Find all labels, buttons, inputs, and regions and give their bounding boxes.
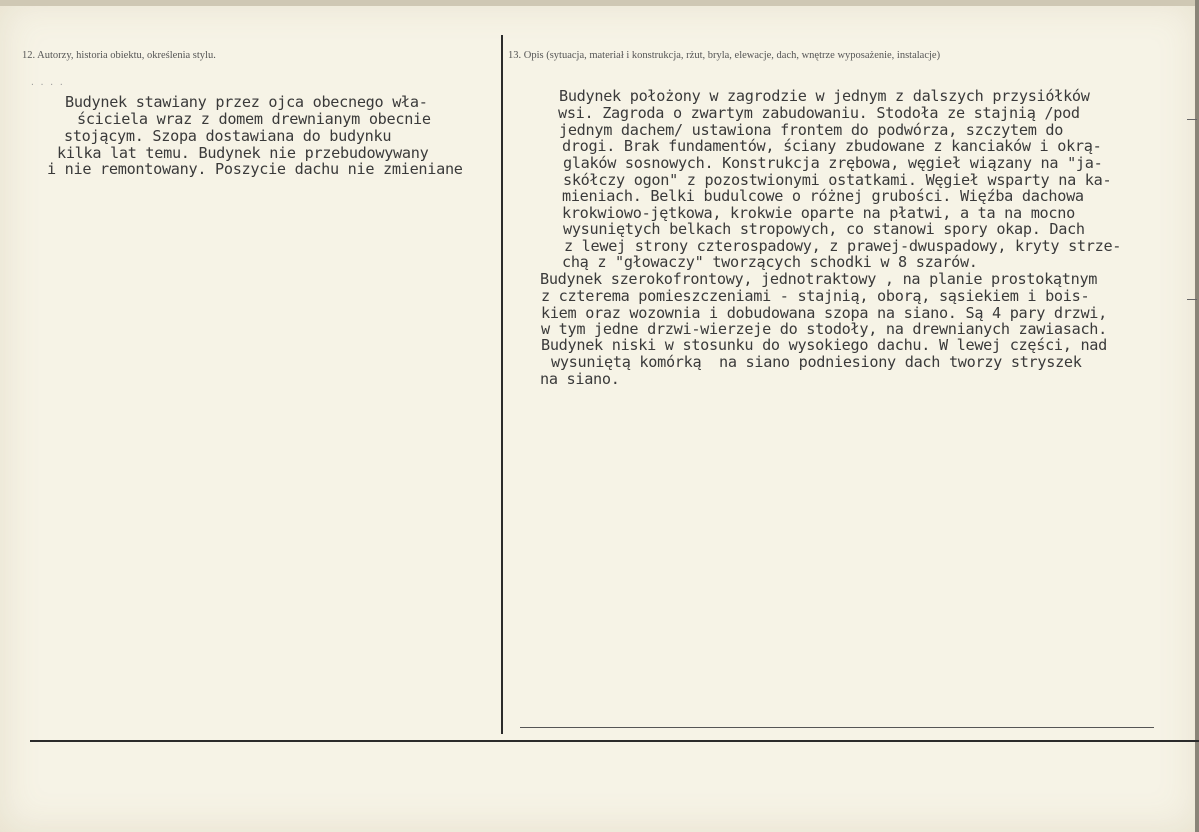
left-text-line: ściciela wraz z domem drewnianym obecnie — [77, 110, 431, 128]
vertical-divider — [501, 35, 503, 734]
right-text-line: wsi. Zagroda o zwartym zabudowaniu. Stodoła ze stajnią /pod — [558, 104, 1080, 122]
header-authors-history: 12. Autorzy, historia obiektu, określenia stylu. — [22, 50, 216, 61]
margin-tick — [1187, 299, 1197, 300]
right-text-line: na siano. — [540, 370, 620, 388]
margin-tick — [1187, 119, 1197, 120]
right-text-line: Budynek położony w zagrodzie w jednym z dalszych przysiółków — [559, 87, 1090, 105]
right-text-line: chą z "głowaczy" tworzących schodki w 8 szarów. — [562, 253, 978, 271]
right-text-line: Budynek niski w stosunku do wysokiego dachu. W lewej części, nad — [541, 336, 1107, 354]
left-text-line: i nie remontowany. Poszycie dachu nie zmieniane — [47, 160, 463, 178]
faint-marks: · · · · — [30, 80, 64, 89]
right-text-line: wysuniętą komórką na siano podniesiony dach tworzy stryszek — [551, 353, 1082, 371]
right-text-line: jednym dachem/ ustawiona frontem do podwórza, szczytem do — [559, 121, 1064, 139]
right-text-line: mieniach. Belki budulcowe o różnej grubości. Więźba dachowa — [562, 187, 1084, 205]
right-text-line: drogi. Brak fundamentów, ściany zbudowane z kanciaków i okrą- — [562, 137, 1102, 155]
right-text-line: w tym jedne drzwi-wierzeje do stodoły, na drewnianych zawiasach. — [541, 320, 1107, 338]
right-text-line: skółczy ogon" z pozostwionymi ostatkami. Węgieł wsparty na ka- — [563, 171, 1112, 189]
left-text-line: kilka lat temu. Budynek nie przebudowywany — [57, 144, 429, 162]
right-text-line: wysuniętych belkach stropowych, co stanowi spory okap. Dach — [563, 220, 1085, 238]
right-text-line: Budynek szerokofrontowy, jednotraktowy , na planie prostokątnym — [540, 270, 1098, 288]
right-text-line: z czterema pomieszczeniami - stajnią, oborą, sąsiekiem i bois- — [541, 287, 1090, 305]
header-description: 13. Opis (sytuacja, materiał i konstrukcja, rżut, bryla, elewacje, dach, wnętrze wyposażenie, instalacje) — [508, 50, 941, 61]
scan-top-edge — [0, 0, 1199, 6]
scan-right-edge — [1195, 0, 1199, 832]
thin-horizontal-divider — [520, 727, 1154, 728]
left-text-line: stojącym. Szopa dostawiana do budynku — [64, 127, 392, 145]
right-text-line: kiem oraz wozownia i dobudowana szopa na siano. Są 4 pary drzwi, — [541, 304, 1107, 322]
right-text-line: glaków sosnowych. Konstrukcja zrębowa, węgieł wiązany na "ja- — [563, 154, 1103, 172]
horizontal-divider — [30, 740, 1199, 742]
right-text-line: krokwiowo-jętkowa, krokwie oparte na płatwi, a ta na mocno — [562, 204, 1075, 222]
right-text-line: z lewej strony czterospadowy, z prawej-dwuspadowy, kryty strze- — [564, 237, 1122, 255]
left-text-line: Budynek stawiany przez ojca obecnego wła- — [65, 93, 428, 111]
